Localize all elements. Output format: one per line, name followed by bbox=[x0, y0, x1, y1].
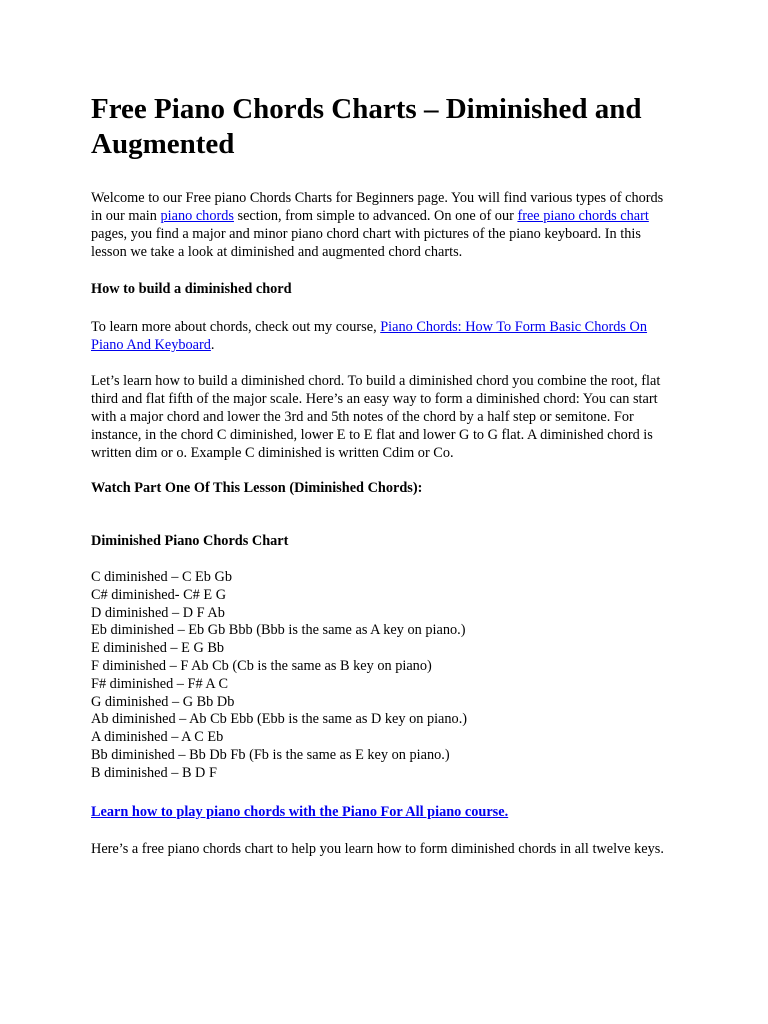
list-item: G diminished – G Bb Db bbox=[91, 693, 235, 710]
intro-text-3: pages, you find a major and minor piano chord chart with pictures of the piano keyboard. In this lesson we take a look at diminished and augmented chord charts. bbox=[91, 226, 641, 260]
cta-paragraph bbox=[91, 803, 671, 821]
list-item: A diminished – A C Eb bbox=[91, 729, 224, 746]
free-piano-chords-chart-link[interactable]: free piano chords chart bbox=[517, 208, 649, 224]
learn-paragraph: Let’s learn how to build a diminished chord. To build a diminished chord you combine the root, flat third and flat fifth of the major scale. Here’s an easy way to form a diminished chord: You can start with a major chord and lower the 3rd and 5th notes of the chord by a half step or semitone. For instance, in the chord C diminished, lower E to E flat and lower G to G flat. A diminished chord is written dim or o. Example C diminished is written Cdim or Co. bbox=[91, 373, 661, 461]
course-text-1: To learn more about chords, check out my course, bbox=[91, 319, 381, 335]
intro-text-2: section, from simple to advanced. On one of our bbox=[233, 208, 518, 224]
list-item: F diminished – F Ab Cb (Cb is the same as B key on piano) bbox=[91, 657, 432, 674]
piano-for-all-course-link[interactable]: Learn how to play piano chords with the Piano For All piano course. bbox=[91, 803, 509, 820]
heading-watch-lesson: Watch Part One Of This Lesson (Diminished Chords): bbox=[91, 480, 423, 496]
list-item: E diminished – E G Bb bbox=[91, 640, 225, 657]
list-item: Ab diminished – Ab Cb Ebb (Ebb is the same as D key on piano.) bbox=[91, 711, 468, 728]
piano-chords-link[interactable]: piano chords bbox=[160, 208, 234, 224]
list-item: F# diminished – F# A C bbox=[91, 675, 229, 692]
course-text-2: . bbox=[210, 337, 215, 353]
list-item: D diminished – D F Ab bbox=[91, 604, 225, 621]
free-chart-paragraph: Here’s a free piano chords chart to help you learn how to form diminished chords in all twelve keys. bbox=[91, 840, 664, 857]
intro-text-1: Welcome to our Free piano Chords Charts for Beginners page. You will find various types of chords in our main bbox=[91, 190, 664, 224]
list-item: C# diminished- C# E G bbox=[91, 586, 227, 603]
article bbox=[91, 92, 671, 858]
chord-list bbox=[91, 569, 671, 783]
list-item: B diminished – B D F bbox=[91, 764, 217, 781]
course-paragraph bbox=[91, 318, 671, 354]
heading-diminished-chart: Diminished Piano Chords Chart bbox=[91, 533, 289, 549]
list-item: Eb diminished – Eb Gb Bbb (Bbb is the same as A key on piano.) bbox=[91, 622, 466, 639]
heading-build-diminished: How to build a diminished chord bbox=[91, 281, 292, 297]
page-title: Free Piano Chords Charts – Diminished and Augmented bbox=[91, 93, 642, 160]
intro-paragraph bbox=[91, 189, 671, 261]
course-link[interactable]: Piano Chords: How To Form Basic Chords On Piano And Keyboard bbox=[91, 319, 648, 353]
list-item: C diminished – C Eb Gb bbox=[91, 569, 232, 585]
list-item: Bb diminished – Bb Db Fb (Fb is the same as E key on piano.) bbox=[91, 746, 450, 763]
